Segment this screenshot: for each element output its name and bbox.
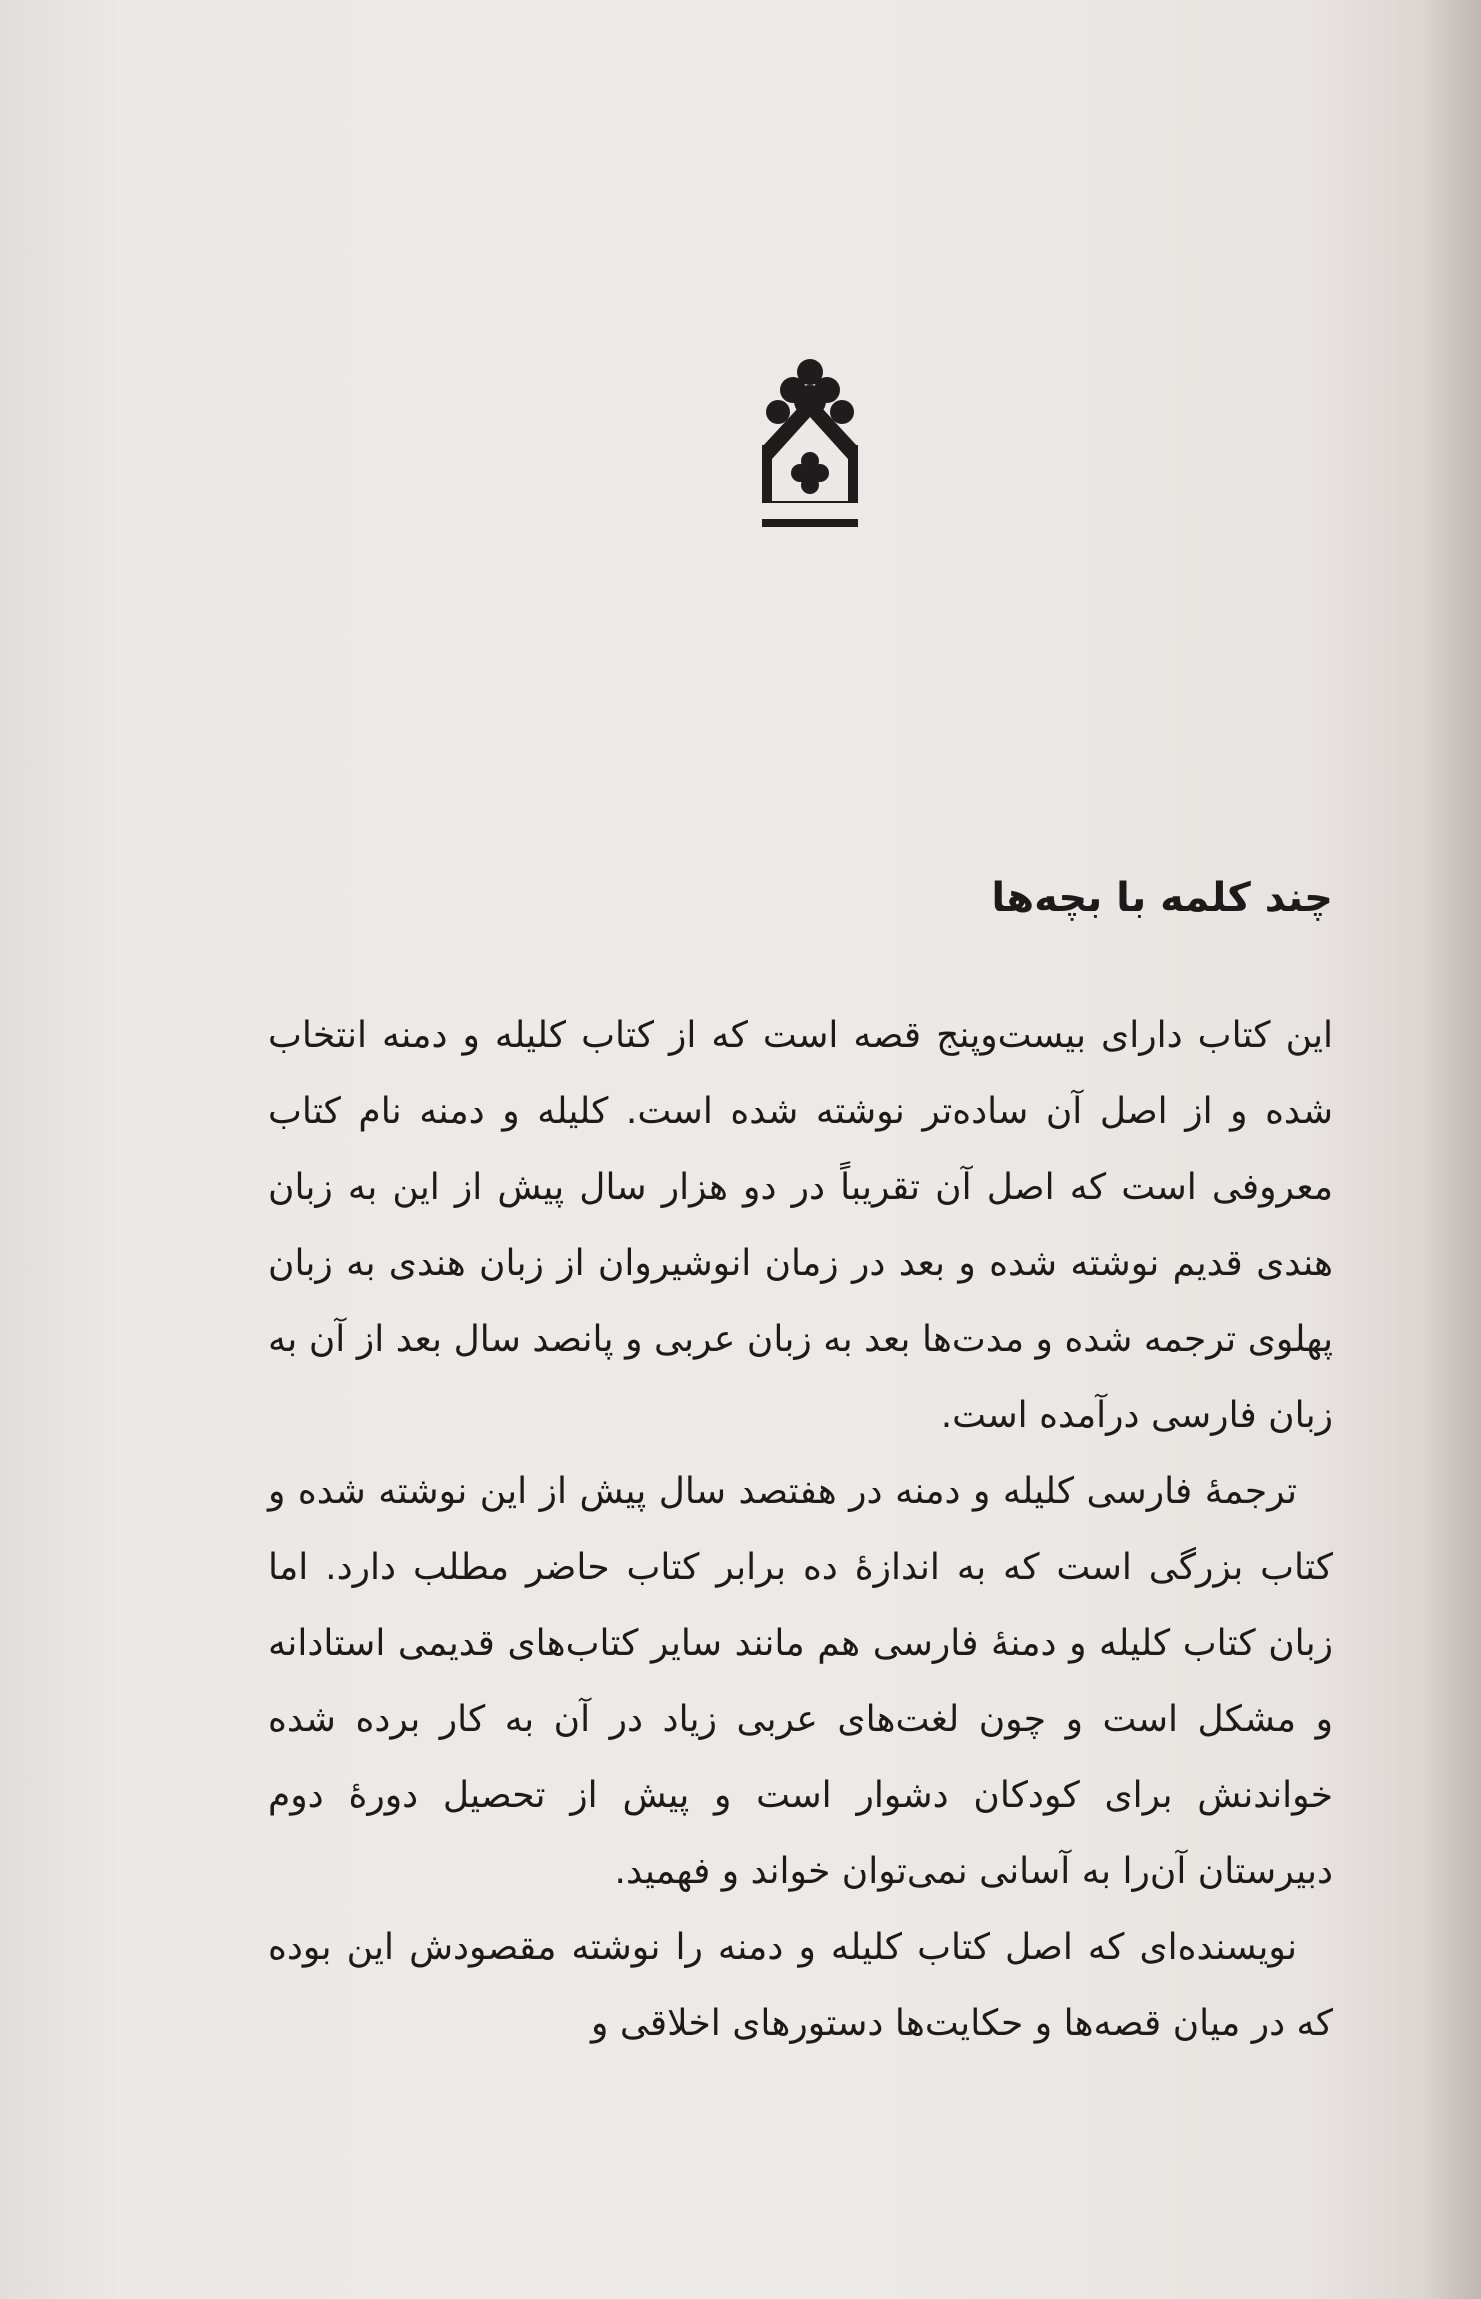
paragraph-1: این کتاب دارای بیست‌وپنج قصه است که از کتاب کلیله و دمنه انتخاب شده و از اصل آن ساده‌تر نوشته شده است. کلیله و دمنه نام کتاب معروفی است که اصل آن تقریباً در دو هزار سال پیش از این به زبان هندی قدیم نوشته شده و بعد در زمان انوشیروان از زبان هندی به زبان پهلوی ترجمه شده و مدت‌ها بعد به زبان عربی و پانصد سال بعد از آن به زبان فارسی درآمده است. xyxy=(268,1015,1333,1436)
flower-house-emblem-icon xyxy=(760,355,860,555)
spine-shadow xyxy=(1421,0,1481,2299)
paragraph-3: نویسنده‌ای که اصل کتاب کلیله و دمنه را نوشته مقصودش این بوده که در میان قصه‌ها و حکایت‌ها دستورهای اخلاقی و xyxy=(268,1927,1333,2044)
paragraph-2: ترجمهٔ فارسی کلیله و دمنه در هفتصد سال پیش از این نوشته شده و کتاب بزرگی است که به اندازهٔ ده برابر کتاب حاضر مطلب دارد. اما زبان کتاب کلیله و دمنهٔ فارسی هم مانند سایر کتاب‌های قدیمی استادانه و مشکل است و چون لغت‌های عربی زیاد در آن به کار برده شده خواندنش برای کودکان دشوار است و پیش از تحصیل دورهٔ دوم دبیرستان آن‌را به آسانی نمی‌توان خواند و فهمید. xyxy=(268,1471,1333,1892)
chapter-title: چند کلمه با بچه‌ها xyxy=(991,875,1333,921)
chapter-content xyxy=(268,868,1333,2062)
